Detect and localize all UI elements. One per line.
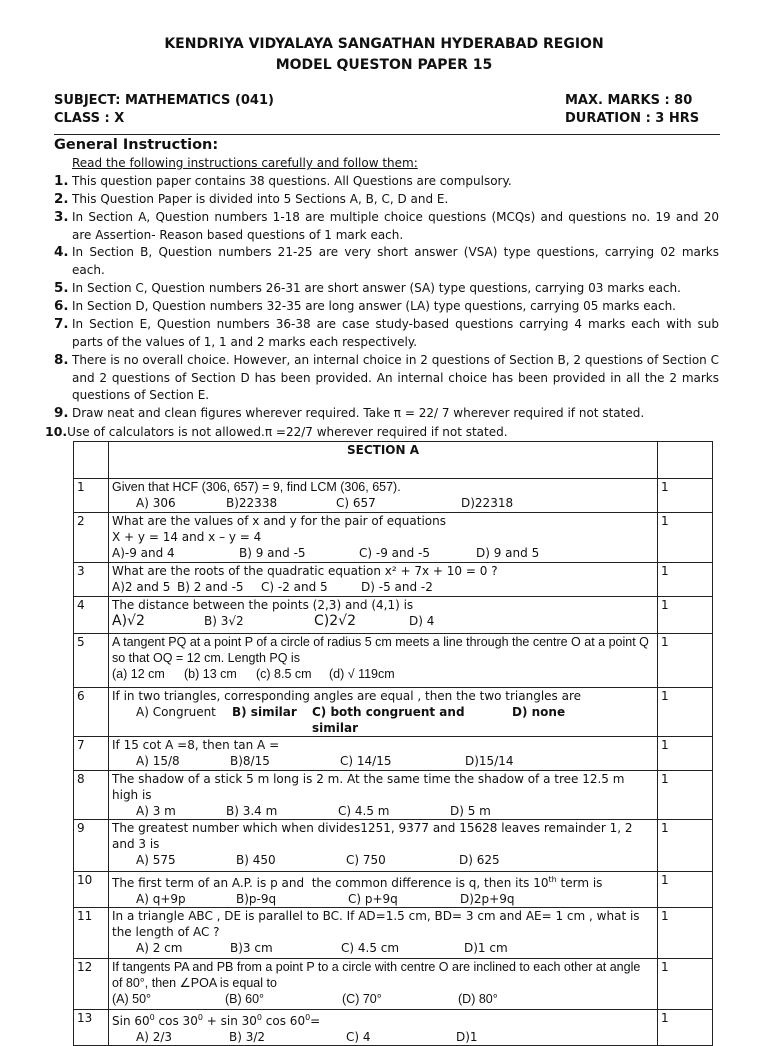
instruction-number: 8. (54, 352, 69, 368)
question-number: 6 (74, 688, 109, 737)
option-c: C) 4 (346, 1030, 371, 1044)
table-row (74, 1010, 713, 1046)
options-row (112, 852, 654, 868)
question-marks: 1 (658, 479, 713, 513)
option-c: C) p+9q (348, 892, 398, 906)
options-row (112, 753, 654, 769)
option-d: D)1 cm (464, 941, 508, 955)
options-row (112, 1029, 654, 1045)
options-row (112, 891, 654, 907)
question-text: If in two triangles, corresponding angles are equal , then the two triangles are (112, 689, 582, 703)
options-row (112, 704, 654, 736)
question-text: If tangents PA and PB from a point P to a circle with centre O are inclined to each other at angle of 80°, then ∠POA is equal to (112, 960, 641, 990)
option-b: B) 3/2 (229, 1030, 266, 1044)
option-b: B) 2 and -5 (177, 580, 244, 594)
option-b: B)3 cm (230, 941, 273, 955)
instruction-item (54, 244, 719, 279)
option-b: B) 3√2 (204, 614, 244, 628)
question-marks: 1 (658, 820, 713, 872)
option-d: D)22318 (461, 496, 514, 510)
question-number: 2 (74, 513, 109, 563)
option-c: C)2√2 (314, 613, 356, 629)
question-text: In a triangle ABC , DE is parallel to BC. If AD=1.5 cm, BD= 3 cm and AE= 1 cm , what is the length of AC ? (112, 909, 640, 939)
option-a: A) 3 m (136, 804, 176, 818)
option-a: A)-9 and 4 (112, 546, 175, 560)
question-text: Given that HCF (306, 657) = 9, find LCM (306, 657). (112, 480, 401, 494)
question-cell (109, 820, 658, 872)
option-c: C) 4.5 m (338, 804, 390, 818)
option-a: A)√2 (112, 613, 145, 629)
instructions-heading: General Instruction: (54, 137, 219, 153)
table-row (74, 513, 713, 563)
question-marks: 1 (658, 688, 713, 737)
option-d: D)15/14 (465, 754, 514, 768)
instruction-item (54, 209, 719, 244)
option-a: A) q+9p (136, 892, 186, 906)
option-b: B)22338 (226, 496, 278, 510)
question-marks: 1 (658, 959, 713, 1010)
question-cell (109, 597, 658, 634)
table-row (74, 872, 713, 908)
question-marks: 1 (658, 872, 713, 908)
instruction-number: 2. (54, 191, 69, 207)
question-cell (109, 688, 658, 737)
instruction-item (54, 280, 719, 298)
question-number: 9 (74, 820, 109, 872)
question-number: 10 (74, 872, 109, 908)
section-title: SECTION A (109, 442, 658, 479)
instruction-item (54, 405, 719, 423)
question-cell (109, 872, 658, 908)
question-cell (109, 908, 658, 959)
question-marks: 1 (658, 563, 713, 597)
option-d: (d) √ 119cm (329, 667, 395, 681)
question-text: The distance between the points (2,3) and (4,1) is (112, 598, 414, 612)
paper-title: MODEL QUESTON PAPER 15 (275, 57, 493, 73)
option-d: (D) 80° (458, 992, 498, 1006)
option-c: C) both congruent and similar (312, 705, 465, 735)
instruction-number: 1. (54, 173, 69, 189)
options-row (112, 545, 654, 561)
instruction-number: 6. (54, 298, 69, 314)
options-row (112, 940, 654, 956)
table-row (74, 737, 713, 771)
instruction-number: 3. (54, 209, 69, 225)
question-marks: 1 (658, 513, 713, 563)
instruction-item (54, 173, 719, 191)
question-text: If 15 cot A =8, then tan A = (112, 738, 280, 752)
table-row (74, 820, 713, 872)
questions-table (73, 441, 713, 1046)
option-d: D) 625 (459, 853, 500, 867)
question-text: What are the roots of the quadratic equation x² + 7x + 10 = 0 ? (112, 564, 498, 578)
question-cell (109, 513, 658, 563)
max-marks-label: MAX. MARKS : 80 (565, 93, 693, 108)
option-b: (B) 60° (225, 992, 265, 1006)
instruction-text: This question paper contains 38 questions. All Questions are compulsory. (72, 174, 512, 188)
question-cell (109, 1010, 658, 1046)
option-c: (c) 8.5 cm (256, 667, 312, 681)
instruction-text: In Section E, Question numbers 36-38 are case study-based questions carrying 4 marks each with sub parts of the values of 1, 1 and 2 marks each respectively. (72, 317, 719, 349)
question-text: The shadow of a stick 5 m long is 2 m. At the same time the shadow of a tree 12.5 m high is (112, 772, 625, 802)
option-d: D) 9 and 5 (476, 546, 540, 560)
question-number: 5 (74, 634, 109, 688)
instruction-number: 10. (45, 424, 68, 439)
option-d: D) 4 (409, 614, 435, 628)
option-c: C) 750 (346, 853, 386, 867)
instruction-text: Draw neat and clean figures wherever required. Take π = 22/ 7 wherever required if not stated. (72, 406, 645, 420)
option-a: A)2 and 5 (112, 580, 171, 594)
question-number: 13 (74, 1010, 109, 1046)
instruction-number: 4. (54, 244, 69, 260)
table-row (74, 563, 713, 597)
question-text: The first term of an A.P. is p and the common difference is q, then its 10th term is (112, 875, 603, 890)
question-cell (109, 563, 658, 597)
instruction-text: Use of calculators is not allowed.π =22/7 wherever required if not stated. (67, 425, 508, 439)
question-text: A tangent PQ at a point P of a circle of radius 5 cm meets a line through the centre O at a point Q so that OQ = 12 cm. Length PQ is (112, 635, 649, 665)
instructions-note: Read the following instructions carefully and follow them: (72, 156, 418, 170)
option-b: B)8/15 (230, 754, 270, 768)
duration-label: DURATION : 3 HRS (565, 111, 700, 126)
option-c: C) 14/15 (340, 754, 392, 768)
option-c: C) -9 and -5 (359, 546, 431, 560)
header-divider (54, 134, 720, 135)
options-row (112, 803, 654, 819)
option-b: B) 9 and -5 (239, 546, 306, 560)
question-text: What are the values of x and y for the pair of equations (112, 514, 446, 528)
question-number: 3 (74, 563, 109, 597)
table-row (74, 959, 713, 1010)
instruction-item (54, 316, 719, 351)
question-marks: 1 (658, 1010, 713, 1046)
instruction-text: This Question Paper is divided into 5 Sections A, B, C, D and E. (72, 192, 449, 206)
table-row (74, 634, 713, 688)
question-cell (109, 771, 658, 820)
subject-label: SUBJECT: MATHEMATICS (041) (54, 93, 274, 108)
option-a: A) 2 cm (136, 941, 183, 955)
option-b: B) 450 (236, 853, 276, 867)
options-row (112, 991, 654, 1007)
option-d: D)1 (456, 1030, 478, 1044)
option-c: C) -2 and 5 (261, 580, 328, 594)
question-text: The greatest number which when divides1251, 9377 and 15628 leaves remainder 1, 2 and 3 is (112, 821, 633, 851)
option-a: A) 2/3 (136, 1030, 173, 1044)
question-cell (109, 959, 658, 1010)
question-number: 7 (74, 737, 109, 771)
option-a: A) 306 (136, 496, 176, 510)
table-row (74, 771, 713, 820)
option-a: (a) 12 cm (112, 667, 165, 681)
option-a: (A) 50° (112, 992, 152, 1006)
instruction-number: 9. (54, 405, 69, 421)
question-text: Sin $60^0$ $\cos 30^0 + \sin 30^0$ $\cos 60^0=$ (112, 1013, 321, 1028)
options-row (112, 666, 654, 682)
option-d: D) 5 m (450, 804, 491, 818)
options-row (112, 495, 654, 511)
instruction-text: In Section C, Question numbers 26-31 are short answer (SA) type questions, carrying 03 marks each. (72, 281, 681, 295)
question-marks: 1 (658, 634, 713, 688)
option-a: A) Congruent (136, 705, 216, 719)
option-b: B) 3.4 m (226, 804, 278, 818)
question-number: 11 (74, 908, 109, 959)
option-c: C) 4.5 cm (341, 941, 400, 955)
instruction-text: In Section D, Question numbers 32-35 are long answer (LA) type questions, carrying 05 marks each. (72, 299, 676, 313)
question-marks: 1 (658, 597, 713, 634)
option-b: B) similar (232, 705, 297, 719)
instruction-item-10 (45, 424, 508, 439)
question-number: 8 (74, 771, 109, 820)
table-row (74, 688, 713, 737)
question-marks: 1 (658, 908, 713, 959)
instruction-item (54, 298, 719, 316)
option-d: D) none (512, 705, 566, 719)
question-number: 12 (74, 959, 109, 1010)
instruction-text: There is no overall choice. However, an internal choice in 2 questions of Section B, 2 questions of Section C and 2 questions of Section D has been provided. An internal choice has been provided in all the 2 marks questions of Section E. (72, 353, 719, 402)
question-marks: 1 (658, 771, 713, 820)
option-c: (C) 70° (342, 992, 382, 1006)
table-row (74, 908, 713, 959)
instruction-item (54, 191, 719, 209)
question-text-line2: X + y = 14 and x – y = 4 (112, 530, 262, 544)
options-row (112, 613, 654, 629)
table-row (74, 479, 713, 513)
instruction-number: 5. (54, 280, 69, 296)
question-number: 4 (74, 597, 109, 634)
organization-title: KENDRIYA VIDYALAYA SANGATHAN HYDERABAD REGION (164, 36, 604, 52)
section-header-row (74, 442, 713, 479)
instruction-text: In Section A, Question numbers 1-18 are multiple choice questions (MCQs) and questions no. 19 and 20 are Assertion- Reason based questions of 1 mark each. (72, 210, 719, 242)
option-a: A) 575 (136, 853, 176, 867)
option-b: B)p-9q (236, 892, 277, 906)
question-cell (109, 634, 658, 688)
question-marks: 1 (658, 737, 713, 771)
class-label: CLASS : X (54, 111, 125, 126)
question-cell (109, 479, 658, 513)
instruction-item (54, 352, 719, 405)
instruction-number: 7. (54, 316, 69, 332)
option-d: D) -5 and -2 (361, 580, 433, 594)
instruction-text: In Section B, Question numbers 21-25 are very short answer (VSA) type questions, carrying 02 marks each. (72, 245, 719, 277)
option-d: D)2p+9q (460, 892, 515, 906)
table-row (74, 597, 713, 634)
option-c: C) 657 (336, 496, 376, 510)
options-row (112, 579, 654, 595)
option-b: (b) 13 cm (184, 667, 237, 681)
question-cell (109, 737, 658, 771)
question-number: 1 (74, 479, 109, 513)
option-a: A) 15/8 (136, 754, 180, 768)
